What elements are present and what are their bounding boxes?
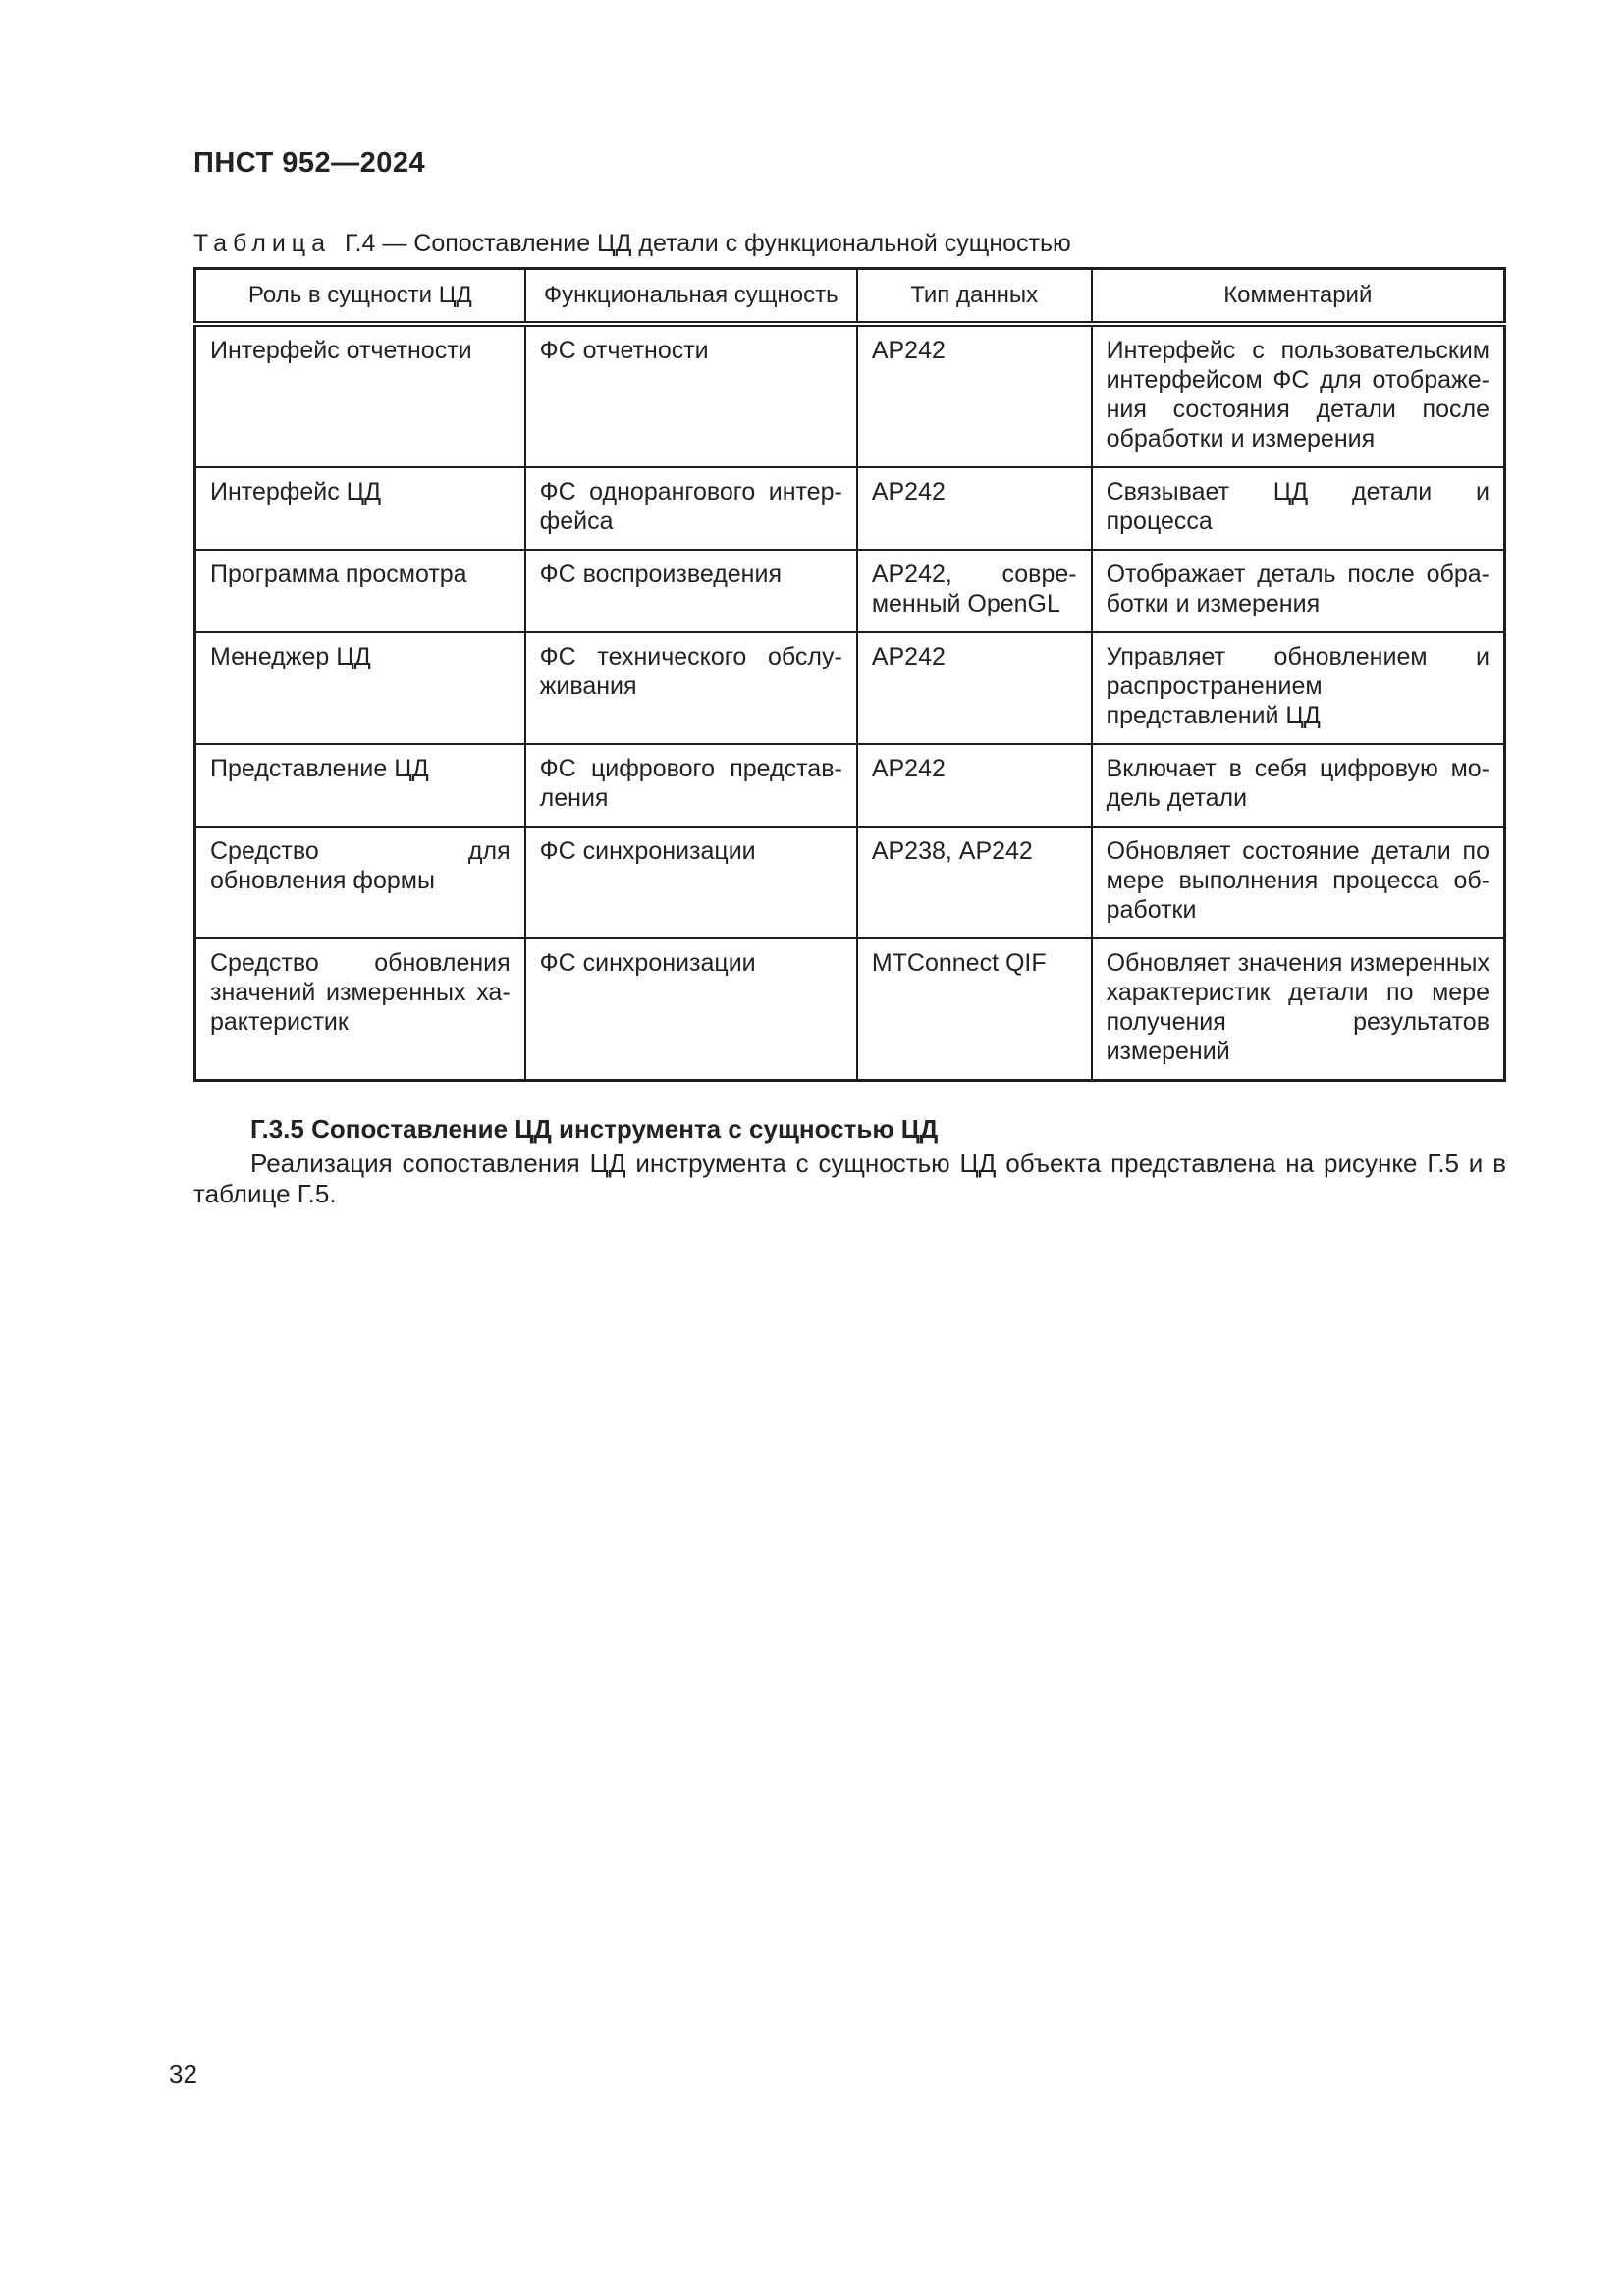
cell-comment: Связывает ЦД детали и процесса xyxy=(1092,467,1505,550)
page-content xyxy=(193,0,1506,1209)
table-body xyxy=(195,324,1505,1081)
table-caption-text: Г.4 — Сопоставление ЦД детали с функциональной сущностью xyxy=(345,230,1071,257)
table-row xyxy=(195,632,1505,744)
table-row xyxy=(195,827,1505,938)
cell-role: Представление ЦД xyxy=(195,744,525,827)
table-header xyxy=(195,269,1505,324)
section-heading: Г.3.5 Сопоставление ЦД инструмента с сущностью ЦД xyxy=(250,1113,939,1144)
cell-comment: Отображает деталь после обработки и измерения xyxy=(1092,550,1505,632)
cell-data-type: АР238, АР242 xyxy=(857,827,1092,938)
cell-role: Средство обновления значений измеренных характеристик xyxy=(195,938,525,1081)
cell-comment: Обновляет состояние детали по мере выполнения процесса обработки xyxy=(1092,827,1505,938)
table-row xyxy=(195,938,1505,1081)
cell-role: Программа просмотра xyxy=(195,550,525,632)
cell-role: Интерфейс ЦД xyxy=(195,467,525,550)
cell-role: Интерфейс отчетности xyxy=(195,324,525,467)
body-paragraph: Реализация сопоставления ЦД инструмента с сущностью ЦД объекта представлена на рисунке Г.5 и в таблице Г.5. xyxy=(193,1148,1506,1208)
cell-data-type: MTConnect QIF xyxy=(857,938,1092,1081)
cell-functional-entity: ФС синхронизации xyxy=(525,938,857,1081)
cell-data-type: АР242 xyxy=(857,632,1092,744)
cell-role: Менеджер ЦД xyxy=(195,632,525,744)
table-row xyxy=(195,744,1505,827)
cell-data-type: АР242 xyxy=(857,467,1092,550)
cell-comment: Управляет обновлением и распространением представлений ЦД xyxy=(1092,632,1505,744)
document-header: ПНСТ 952—2024 xyxy=(193,147,426,179)
cell-comment: Обновляет значения измеренных характеристик детали по мере получения результатов измерений xyxy=(1092,938,1505,1081)
cell-data-type: АР242 xyxy=(857,744,1092,827)
cell-comment: Интерфейс с пользовательским интерфейсом ФС для отображения состояния детали после обработки и измерения xyxy=(1092,324,1505,467)
page-number: 32 xyxy=(169,2059,197,2089)
table-caption xyxy=(193,228,1506,259)
column-header-role: Роль в сущности ЦД xyxy=(195,269,525,324)
cell-functional-entity: ФС отчетности xyxy=(525,324,857,467)
table-header-row xyxy=(195,269,1505,324)
column-header-functional-entity: Функциональная сущность xyxy=(525,269,857,324)
table-g4 xyxy=(193,267,1506,1082)
table-row xyxy=(195,324,1505,467)
table-row xyxy=(195,550,1505,632)
cell-functional-entity: ФС воспроизведения xyxy=(525,550,857,632)
cell-data-type: АР242 xyxy=(857,324,1092,467)
cell-comment: Включает в себя цифровую модель детали xyxy=(1092,744,1505,827)
cell-data-type: АР242, современный OpenGL xyxy=(857,550,1092,632)
cell-functional-entity: ФС синхронизации xyxy=(525,827,857,938)
cell-role: Средство для обновления формы xyxy=(195,827,525,938)
table-row xyxy=(195,467,1505,550)
cell-functional-entity: ФС однорангового интерфейса xyxy=(525,467,857,550)
cell-functional-entity: ФС цифрового представления xyxy=(525,744,857,827)
table-caption-label: Таблица xyxy=(193,230,332,257)
cell-functional-entity: ФС технического обслуживания xyxy=(525,632,857,744)
column-header-data-type: Тип данных xyxy=(857,269,1092,324)
column-header-comment: Комментарий xyxy=(1092,269,1505,324)
